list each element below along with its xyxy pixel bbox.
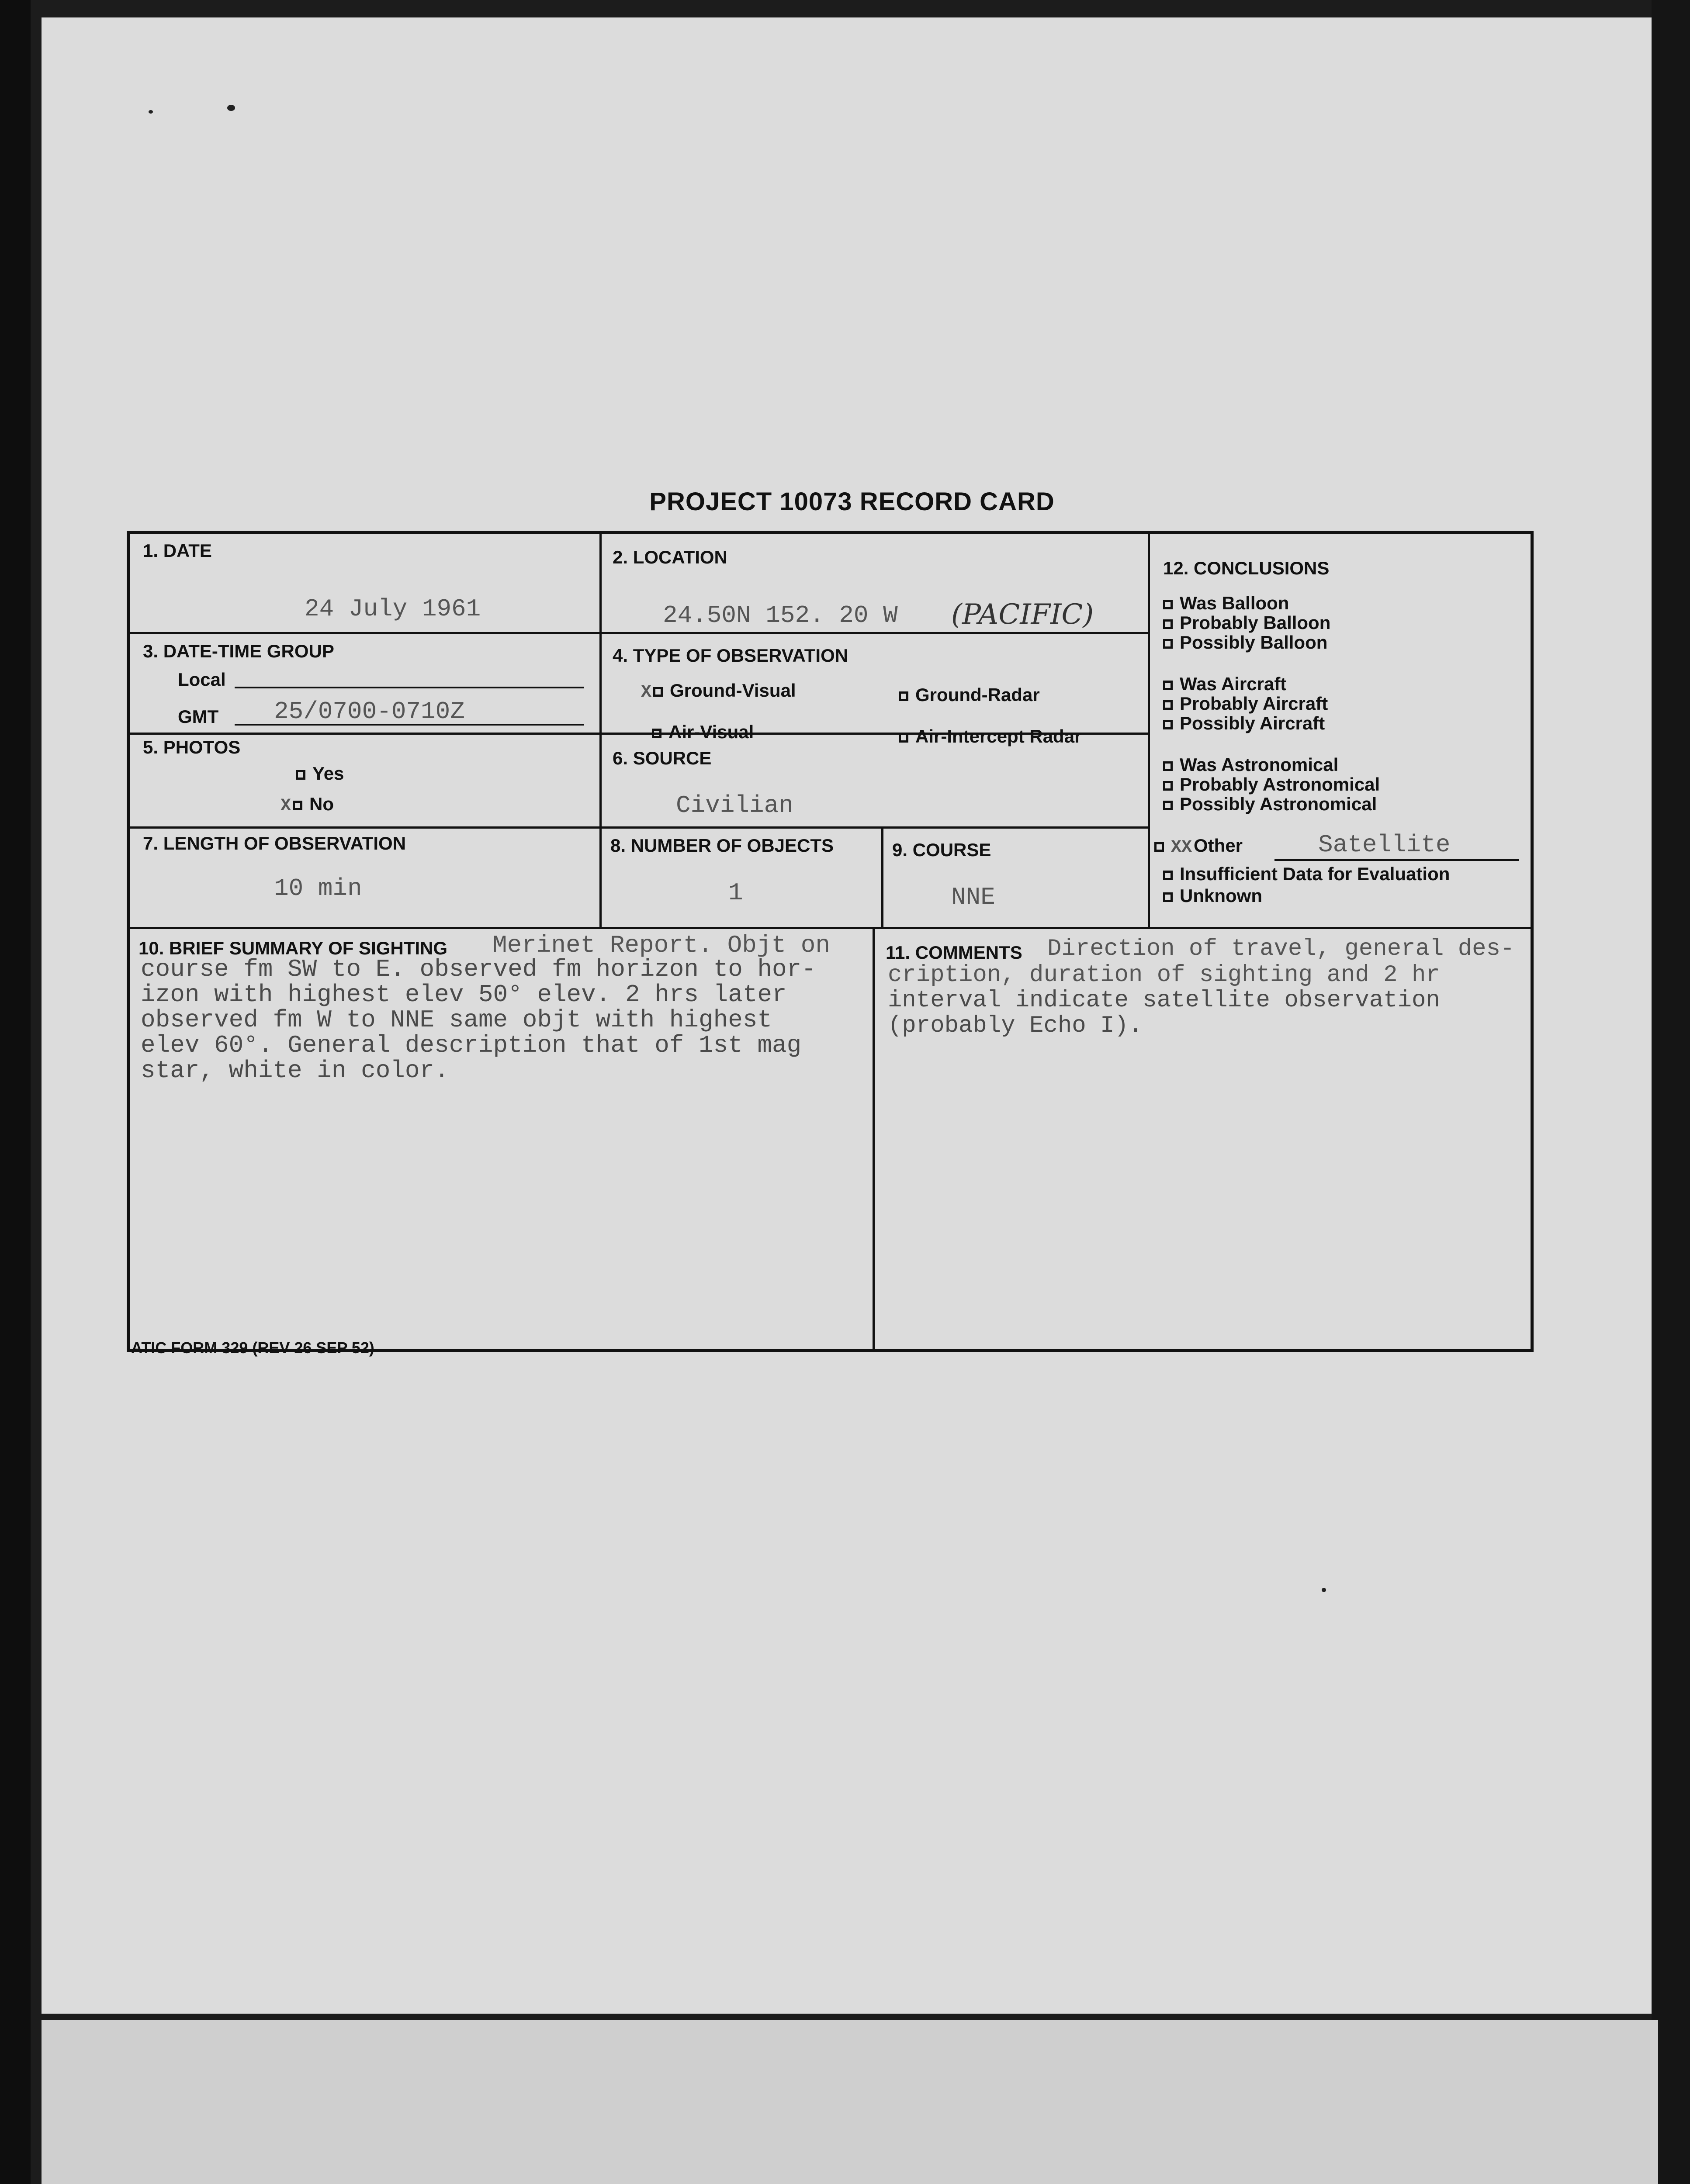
location-value: 24.50N 152. 20 W (663, 601, 898, 629)
dtg-gmt-label: GMT (178, 706, 219, 727)
option-photos-yes: Yes (296, 763, 344, 784)
option-ground-radar: Ground-Radar (899, 684, 1040, 705)
dtg-label: 3. DATE-TIME GROUP (143, 641, 334, 661)
x-mark: XX (1171, 838, 1192, 857)
checkbox-icon (1163, 619, 1173, 629)
location-handwritten: (PACIFIC) (951, 598, 1094, 631)
checkbox-icon (1163, 639, 1173, 649)
rule-col3 (1148, 534, 1150, 927)
dtg-gmt-value: 25/0700-0710Z (274, 698, 465, 726)
checkbox-icon (1163, 781, 1173, 791)
scan-edge-right (1652, 0, 1690, 2184)
checkbox-icon (1163, 801, 1173, 810)
conclusion-probably-aircraft: Probably Aircraft (1163, 693, 1328, 714)
course-label: 9. COURSE (892, 840, 991, 860)
comments-label: 11. COMMENTS (886, 942, 1022, 963)
checkbox-icon (653, 687, 663, 697)
card-title: PROJECT 10073 RECORD CARD (649, 487, 1055, 516)
option-ground-visual: X Ground-Visual (641, 680, 796, 702)
objects-value: 1 (728, 879, 743, 907)
conclusion-other: XXOther (1154, 835, 1243, 857)
summary-label: 10. BRIEF SUMMARY OF SIGHTING (139, 938, 448, 958)
summary-first-line: Merinet Report. Objt on (492, 931, 830, 959)
scan-edge-left (0, 0, 31, 2184)
source-value: Civilian (676, 791, 793, 819)
rule-col2 (881, 826, 883, 927)
checkbox-icon (899, 733, 908, 743)
checkbox-icon (293, 801, 302, 810)
checkbox-icon (1163, 761, 1173, 771)
length-label: 7. LENGTH OF OBSERVATION (143, 833, 406, 854)
x-mark: X (281, 796, 291, 816)
comments-first-line: Direction of travel, general des- (1047, 936, 1515, 962)
checkbox-icon (1163, 892, 1173, 902)
checkbox-icon (1163, 681, 1173, 690)
dust-speck (227, 105, 235, 111)
conclusion-possibly-astronomical: Possibly Astronomical (1163, 794, 1377, 815)
option-photos-no: X No (281, 794, 334, 816)
dtg-local-line (235, 687, 584, 688)
checkbox-icon (652, 729, 661, 738)
summary-text: course fm SW to E. observed fm horizon to hor- izon with highest elev 50° elev. 2 hrs later observed fm W to NNE same objt with highest elev 60°. General description that of 1st mag star, white in color. (141, 955, 816, 1085)
rule-row1 (130, 632, 1148, 634)
x-mark: X (641, 683, 652, 702)
conclusions-label: 12. CONCLUSIONS (1163, 558, 1330, 578)
conclusion-probably-balloon: Probably Balloon (1163, 612, 1330, 633)
location-label: 2. LOCATION (613, 547, 727, 567)
checkbox-icon (296, 770, 305, 780)
conclusion-was-balloon: Was Balloon (1163, 593, 1289, 614)
source-label: 6. SOURCE (613, 748, 712, 768)
option-air-intercept: Air-Intercept Radar (899, 726, 1081, 747)
conclusion-unknown: Unknown (1163, 885, 1262, 906)
course-value: NNE (951, 883, 995, 911)
form-identifier: ATIC FORM 329 (REV 26 SEP 52) (131, 1339, 374, 1357)
comments-text: cription, duration of sighting and 2 hr (888, 962, 1440, 988)
objects-label: 8. NUMBER OF OBJECTS (610, 835, 834, 856)
type-obs-label: 4. TYPE OF OBSERVATION (613, 645, 848, 666)
dust-speck (1322, 1588, 1326, 1592)
other-line (1274, 859, 1519, 861)
conclusion-was-aircraft: Was Aircraft (1163, 674, 1286, 695)
rule-col4 (873, 927, 875, 1351)
rule-row4 (130, 927, 1531, 929)
conclusion-insufficient: Insufficient Data for Evaluation (1163, 864, 1450, 885)
conclusion-other-value: Satellite (1318, 831, 1451, 859)
rule-row3 (130, 826, 1148, 829)
conclusion-probably-astronomical: Probably Astronomical (1163, 774, 1380, 795)
checkbox-icon (1163, 700, 1173, 710)
checkbox-icon (1163, 600, 1173, 609)
date-label: 1. DATE (143, 540, 212, 561)
option-air-visual: Air-Visual (652, 722, 754, 743)
dtg-local-label: Local (178, 669, 226, 690)
conclusion-possibly-balloon: Possibly Balloon (1163, 632, 1327, 653)
checkbox-icon (1163, 871, 1173, 880)
comments-text-rest: interval indicate satellite observation (probably Echo I). (888, 987, 1440, 1039)
checkbox-icon (1154, 842, 1164, 852)
checkbox-icon (1163, 720, 1173, 729)
film-strip (42, 2020, 1658, 2184)
record-card (127, 531, 1534, 1352)
date-value: 24 July 1961 (305, 595, 481, 623)
rule-col1 (599, 534, 602, 927)
photos-label: 5. PHOTOS (143, 737, 241, 757)
dust-speck (149, 110, 153, 114)
length-value: 10 min (274, 874, 362, 902)
conclusion-possibly-aircraft: Possibly Aircraft (1163, 713, 1325, 734)
conclusion-was-astronomical: Was Astronomical (1163, 754, 1338, 775)
checkbox-icon (899, 691, 908, 701)
